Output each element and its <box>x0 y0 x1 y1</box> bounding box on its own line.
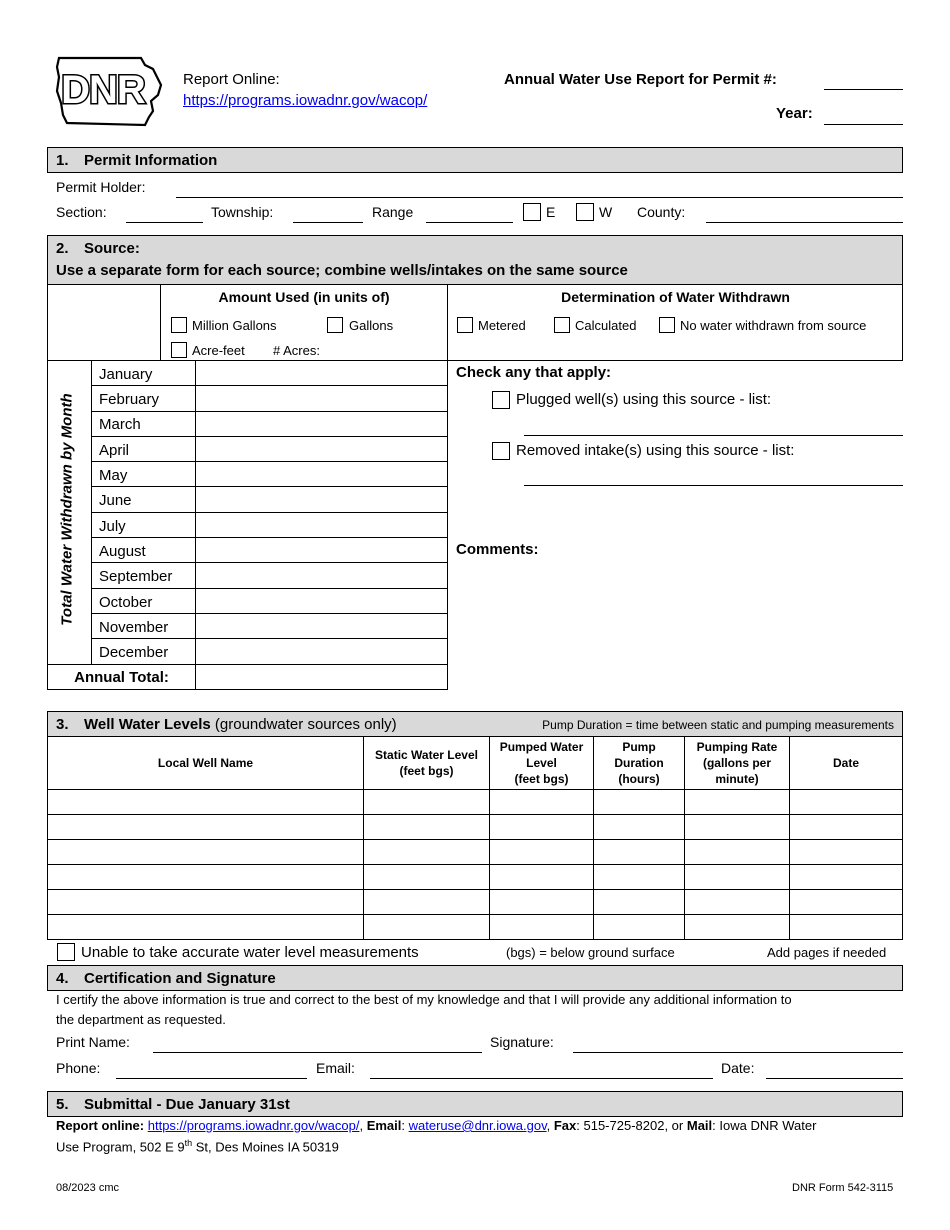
header-text: Duration <box>614 756 664 770</box>
million-gallons-label: Million Gallons <box>192 318 277 333</box>
no-water-label: No water withdrawn from source <box>680 318 867 333</box>
static-level-cell[interactable] <box>364 840 490 865</box>
table-row <box>92 411 448 436</box>
permit-number-field[interactable] <box>824 89 903 90</box>
year-label: Year: <box>776 105 813 122</box>
address-text: Use Program, 502 E 9 <box>56 1139 185 1155</box>
column-header-static-level <box>364 737 490 790</box>
million-gallons-checkbox[interactable] <box>171 317 187 333</box>
certification-text-line-1: I certify the above information is true and correct to the best of my knowledge and that I will provide any additional information to <box>56 992 792 1007</box>
section-number: 1. <box>56 152 69 169</box>
column-header-pumping-rate <box>685 737 790 790</box>
well-name-cell[interactable] <box>48 865 364 890</box>
march-amount-field[interactable] <box>196 411 448 436</box>
fax-label: Fax <box>553 1118 577 1133</box>
november-amount-field[interactable] <box>196 613 448 638</box>
certification-text-line-2: the department as requested. <box>56 1012 226 1027</box>
print-name-label: Print Name: <box>56 1034 130 1050</box>
east-label: E <box>546 204 556 220</box>
static-level-cell[interactable] <box>364 865 490 890</box>
county-label: County: <box>637 204 686 220</box>
permit-holder-field[interactable] <box>176 197 903 198</box>
address-superscript: th <box>184 1138 193 1148</box>
static-level-cell[interactable] <box>364 890 490 915</box>
footer-date: 08/2023 cmc <box>56 1182 119 1194</box>
section-subtitle: Use a separate form for each source; combine wells/intakes on the same source <box>56 262 628 279</box>
print-name-field[interactable] <box>153 1052 482 1053</box>
bgs-note: (bgs) = below ground surface <box>506 945 675 960</box>
section-title <box>84 716 397 733</box>
header-text: Pump <box>622 740 656 754</box>
well-name-cell[interactable] <box>48 815 364 840</box>
section-5-header <box>47 1091 903 1117</box>
section-1-header <box>47 147 903 173</box>
unable-measure-checkbox[interactable] <box>57 943 75 961</box>
comments-label: Comments: <box>456 541 539 558</box>
acre-feet-checkbox[interactable] <box>171 342 187 358</box>
permit-holder-label: Permit Holder: <box>56 179 146 195</box>
section-number: 2. <box>56 240 69 257</box>
date-cell[interactable] <box>790 865 903 890</box>
section-title: Certification and Signature <box>84 970 276 987</box>
range-field[interactable] <box>426 222 513 223</box>
december-amount-field[interactable] <box>196 639 448 664</box>
february-amount-field[interactable] <box>196 386 448 411</box>
month-label: February <box>99 391 160 408</box>
table-row <box>48 890 903 915</box>
section-number: 3. <box>56 716 69 733</box>
month-label: October <box>99 594 153 611</box>
section-number: 4. <box>56 970 69 987</box>
header-text: (gallons per <box>702 756 771 770</box>
section-number: 5. <box>56 1096 69 1113</box>
date-cell[interactable] <box>790 815 903 840</box>
header-text: Level <box>526 756 557 770</box>
check-apply-label: Check any that apply: <box>456 364 612 381</box>
svg-text:DNR: DNR <box>61 68 145 112</box>
submittal-text-line-2 <box>56 1138 339 1154</box>
column-header-well-name <box>48 737 364 790</box>
static-level-cell[interactable] <box>364 915 490 940</box>
pumping-rate-cell[interactable] <box>685 915 790 940</box>
column-header-pump-duration <box>594 737 685 790</box>
well-name-cell[interactable] <box>48 890 364 915</box>
date-cell[interactable] <box>790 890 903 915</box>
submittal-url-link[interactable]: https://programs.iowadnr.gov/wacop/ <box>147 1118 360 1133</box>
month-label: November <box>99 619 169 636</box>
section-title: Permit Information <box>84 152 218 169</box>
pumped-level-cell[interactable] <box>490 840 594 865</box>
header-text: minute) <box>715 772 759 786</box>
static-level-cell[interactable] <box>364 815 490 840</box>
calculated-label: Calculated <box>575 318 637 333</box>
mail-text: Iowa DNR Water <box>719 1118 817 1133</box>
date-cell[interactable] <box>790 840 903 865</box>
date-field[interactable] <box>766 1078 903 1079</box>
section-3-header <box>47 711 903 737</box>
dnr-logo <box>53 55 165 127</box>
table-row <box>48 790 903 815</box>
september-amount-field[interactable] <box>196 563 448 588</box>
amount-used-header: Amount Used (in units of) <box>218 289 390 305</box>
west-label: W <box>599 204 613 220</box>
range-label: Range <box>372 204 414 220</box>
east-checkbox[interactable] <box>523 203 541 221</box>
fax-number: 515-725-8202, or <box>583 1118 684 1133</box>
well-name-cell[interactable] <box>48 840 364 865</box>
month-label: December <box>99 644 169 661</box>
column-header-date <box>790 737 903 790</box>
pumping-rate-cell[interactable] <box>685 890 790 915</box>
annual-total-field[interactable] <box>195 664 448 690</box>
header-text: Local Well Name <box>157 756 254 770</box>
email-label: Email <box>366 1118 402 1133</box>
header-text: Date <box>832 756 859 770</box>
pumping-rate-cell[interactable] <box>685 790 790 815</box>
footer-form-number: DNR Form 542-3115 <box>792 1182 894 1194</box>
header-text: (feet bgs) <box>514 772 569 786</box>
july-amount-field[interactable] <box>196 512 448 537</box>
pump-duration-cell[interactable] <box>594 790 685 815</box>
month-label: July <box>99 518 126 535</box>
pumped-level-cell[interactable] <box>490 815 594 840</box>
report-title: Annual Water Use Report for Permit #: <box>504 71 777 88</box>
removed-intakes-checkbox[interactable] <box>492 442 510 460</box>
month-label: September <box>99 568 173 585</box>
removed-intakes-label: Removed intake(s) using this source - list: <box>516 442 795 459</box>
table-row <box>48 815 903 840</box>
metered-label: Metered <box>478 318 526 333</box>
header-text: Static Water Level <box>375 748 478 762</box>
gallons-checkbox[interactable] <box>327 317 343 333</box>
october-amount-field[interactable] <box>196 588 448 613</box>
signature-field[interactable] <box>573 1052 903 1053</box>
section-title: Source: <box>84 240 140 257</box>
no-water-checkbox[interactable] <box>659 317 675 333</box>
submittal-email-link[interactable]: wateruse@dnr.iowa.gov <box>408 1118 547 1133</box>
header-text: (hours) <box>618 772 660 786</box>
header-text: (feet bgs) <box>399 764 454 778</box>
pumped-level-cell[interactable] <box>490 890 594 915</box>
section-field[interactable] <box>126 222 203 223</box>
well-name-cell[interactable] <box>48 915 364 940</box>
pump-duration-cell[interactable] <box>594 840 685 865</box>
table-row <box>92 487 448 512</box>
section-title: Submittal - Due January 31st <box>84 1096 290 1113</box>
calculated-checkbox[interactable] <box>554 317 570 333</box>
pump-duration-cell[interactable] <box>594 865 685 890</box>
monthly-total-vertical-label: Total Water Withdrawn by Month <box>58 393 76 626</box>
email-field[interactable] <box>370 1078 713 1079</box>
report-online-link[interactable]: https://programs.iowadnr.gov/wacop/ <box>183 92 428 109</box>
date-cell[interactable] <box>790 915 903 940</box>
address-text: St, Des Moines IA 50319 <box>192 1139 339 1155</box>
west-checkbox[interactable] <box>576 203 594 221</box>
section-title-text: Well Water Levels <box>84 716 211 733</box>
plugged-wells-list-field[interactable] <box>524 435 903 436</box>
determination-header: Determination of Water Withdrawn <box>561 289 790 305</box>
pumping-rate-cell[interactable] <box>685 815 790 840</box>
mail-label: Mail <box>686 1118 713 1133</box>
township-label: Township: <box>211 204 274 220</box>
table-row <box>48 840 903 865</box>
pump-duration-note: Pump Duration = time between static and pumping measurements <box>542 718 894 732</box>
well-name-cell[interactable] <box>48 790 364 815</box>
pump-duration-cell[interactable] <box>594 815 685 840</box>
month-label: May <box>99 467 128 484</box>
table-header-row <box>48 737 903 790</box>
table-row <box>92 436 448 461</box>
pumping-rate-cell[interactable] <box>685 840 790 865</box>
date-label: Date: <box>721 1060 755 1076</box>
signature-label: Signature: <box>490 1034 554 1050</box>
table-row <box>48 915 903 940</box>
submittal-text-line-1: Report online: https://programs.iowadnr.gov/wacop/, Email: wateruse@dnr.iowa.gov, Fax: 515-725-8202, or Mail: Iowa DNR Water <box>56 1118 817 1133</box>
pumped-level-cell[interactable] <box>490 865 594 890</box>
august-amount-field[interactable] <box>196 538 448 563</box>
table-row <box>48 865 903 890</box>
year-field[interactable] <box>824 124 903 125</box>
table-row <box>92 512 448 537</box>
pumped-level-cell[interactable] <box>490 915 594 940</box>
column-header-pumped-level <box>490 737 594 790</box>
well-levels-table <box>47 736 903 940</box>
may-amount-field[interactable] <box>196 462 448 487</box>
pump-duration-cell[interactable] <box>594 915 685 940</box>
month-label: January <box>99 366 153 383</box>
report-online-label: Report online: <box>56 1118 145 1133</box>
report-online-label: Report Online: <box>183 71 280 88</box>
township-field[interactable] <box>293 222 363 223</box>
table-row <box>92 462 448 487</box>
pumped-level-cell[interactable] <box>490 790 594 815</box>
section-label: Section: <box>56 204 107 220</box>
section-2-header <box>47 235 903 285</box>
add-pages-note: Add pages if needed <box>767 945 887 960</box>
date-cell[interactable] <box>790 790 903 815</box>
plugged-wells-label: Plugged well(s) using this source - list: <box>516 391 772 408</box>
email-label: Email: <box>316 1060 355 1076</box>
removed-intakes-list-field[interactable] <box>524 485 903 486</box>
month-label: June <box>99 492 132 509</box>
acre-feet-label: Acre-feet <box>192 343 245 358</box>
june-amount-field[interactable] <box>196 487 448 512</box>
header-text: Pumped Water <box>499 740 584 754</box>
january-amount-field[interactable] <box>196 361 448 386</box>
gallons-label: Gallons <box>349 318 394 333</box>
pumping-rate-cell[interactable] <box>685 865 790 890</box>
iowa-state-outline-icon <box>53 55 165 127</box>
metered-checkbox[interactable] <box>457 317 473 333</box>
phone-field[interactable] <box>116 1078 307 1079</box>
header-text: Pumping Rate <box>696 740 778 754</box>
month-label: March <box>99 416 141 433</box>
month-label: August <box>99 543 146 560</box>
section-title-note: (groundwater sources only) <box>214 716 397 733</box>
acres-label: # Acres: <box>273 343 320 358</box>
month-label: April <box>99 442 130 459</box>
section-4-header <box>47 965 903 991</box>
pump-duration-cell[interactable] <box>594 890 685 915</box>
annual-total-label: Annual Total: <box>74 669 169 686</box>
phone-label: Phone: <box>56 1060 101 1076</box>
plugged-wells-checkbox[interactable] <box>492 391 510 409</box>
static-level-cell[interactable] <box>364 790 490 815</box>
county-field[interactable] <box>706 222 903 223</box>
unable-measure-label: Unable to take accurate water level measurements <box>81 944 419 961</box>
april-amount-field[interactable] <box>196 436 448 461</box>
